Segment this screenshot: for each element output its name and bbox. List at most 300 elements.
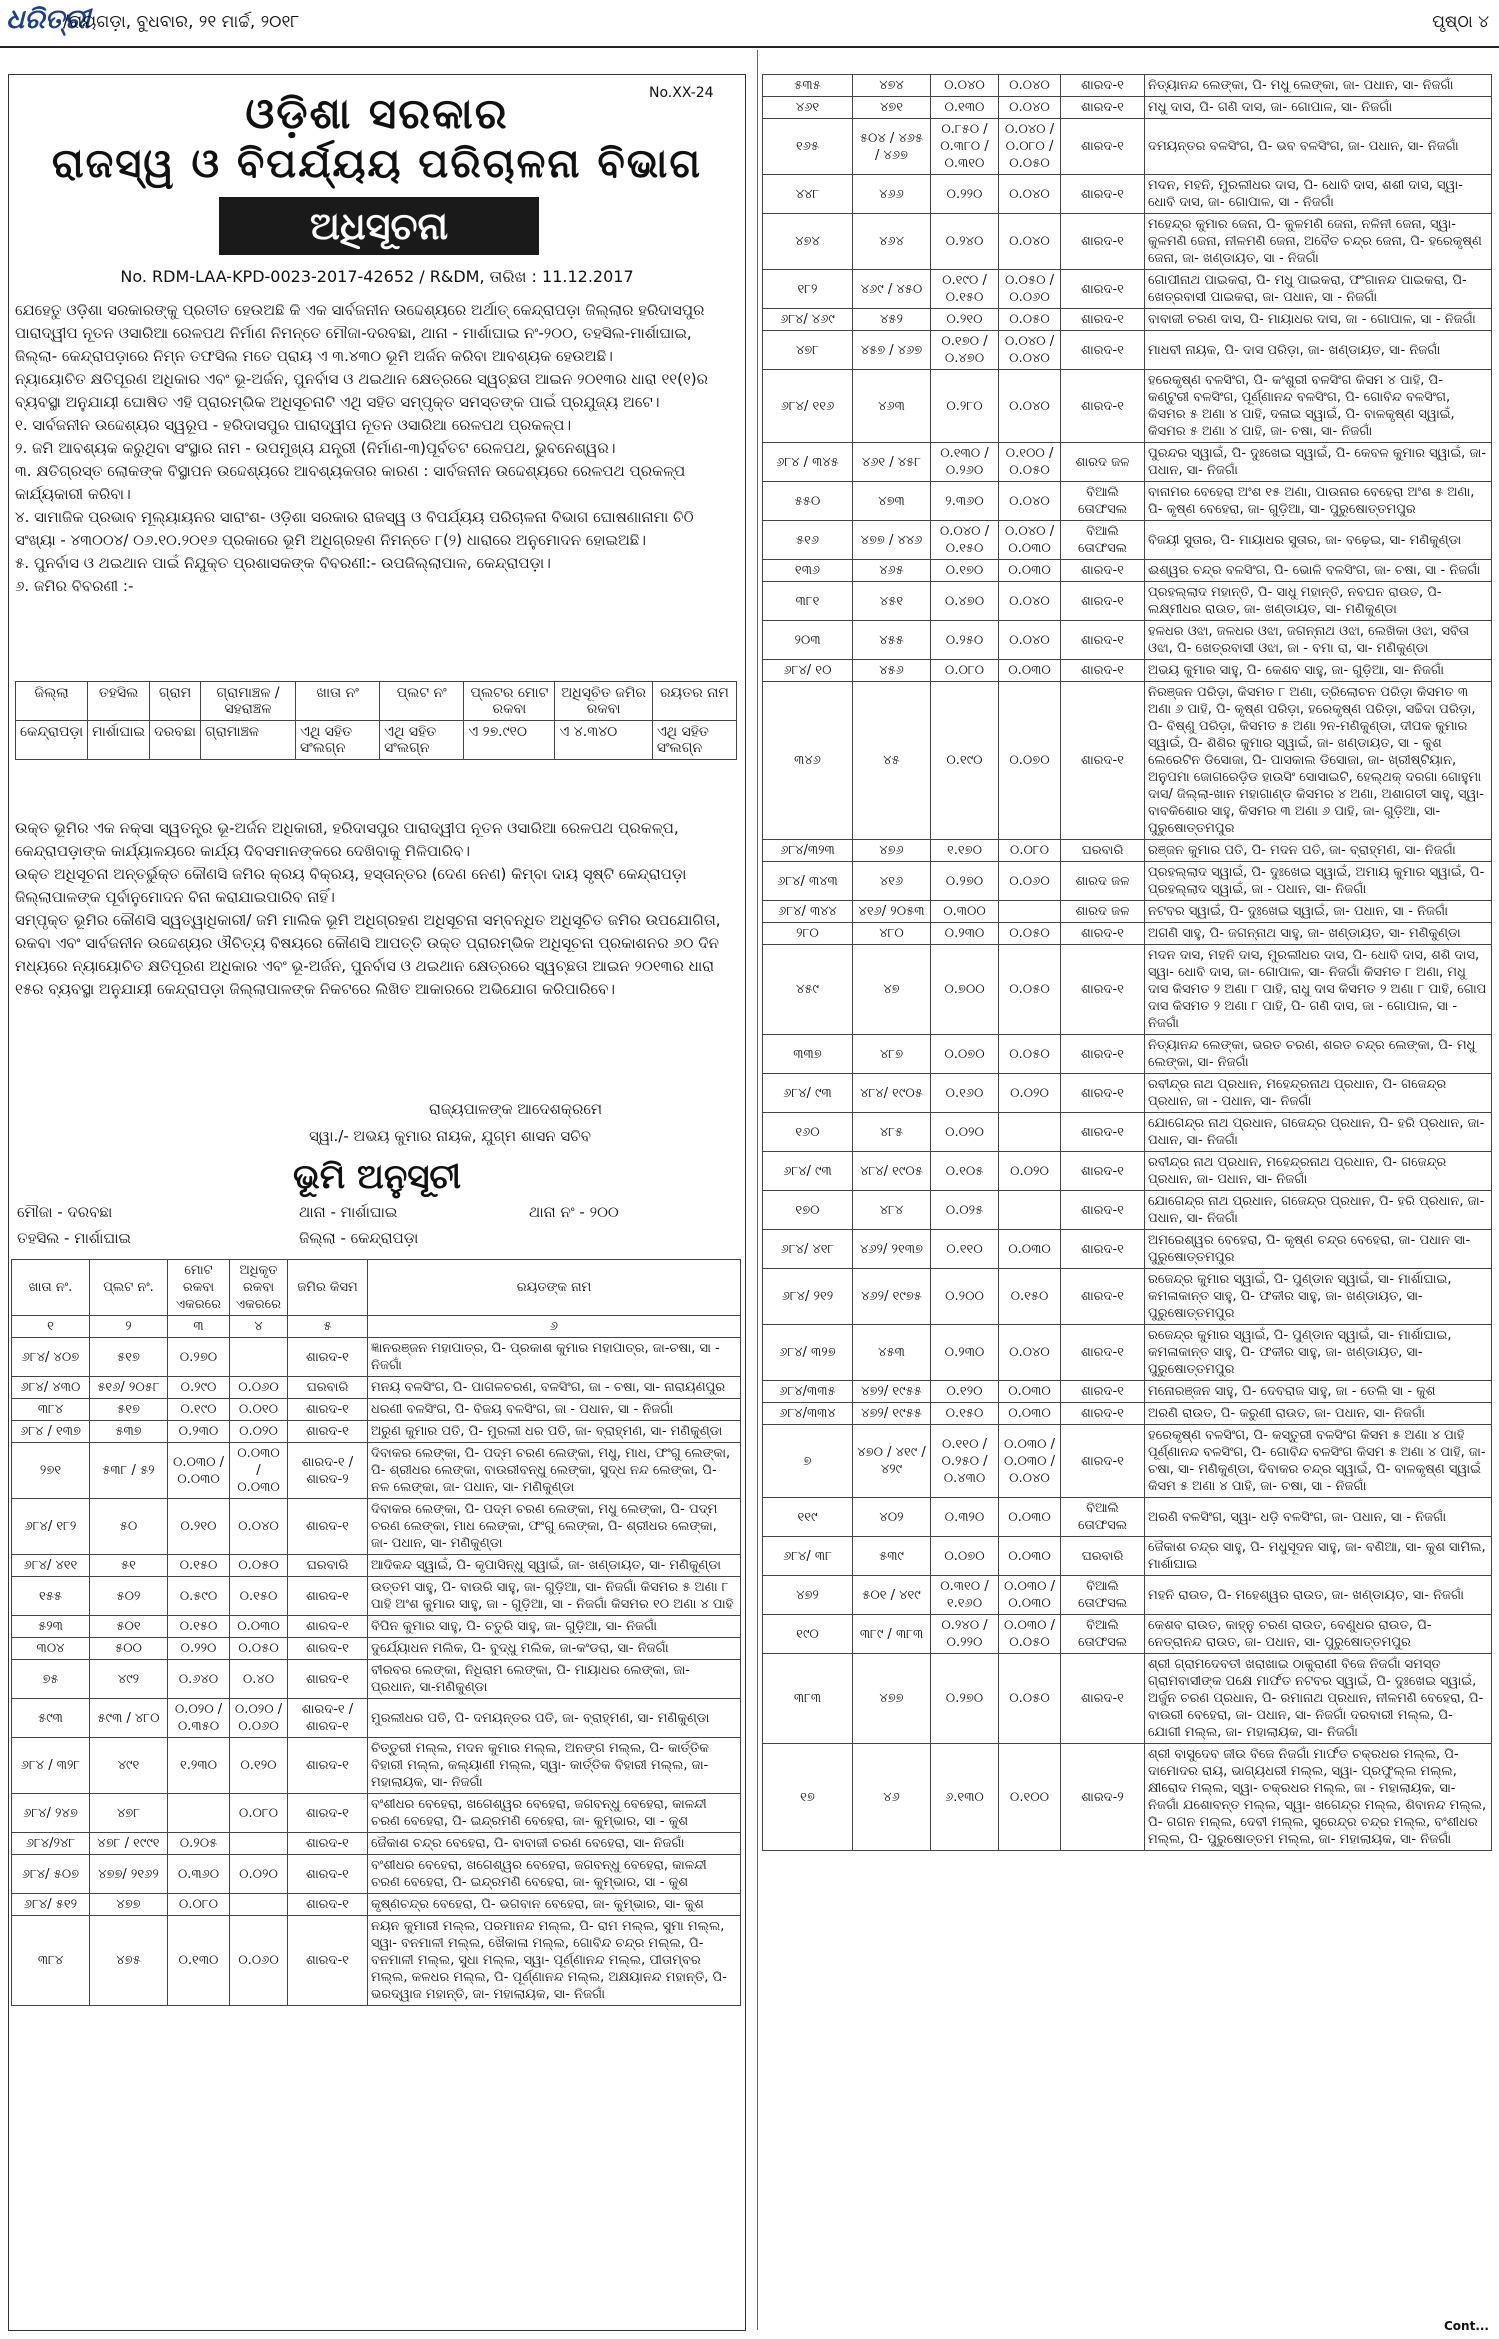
land-cell: ଏ ୨୭.୯୧୦ (464, 721, 555, 760)
land-cell: କେନ୍ଦ୍ରାପଡ଼ା (16, 721, 88, 760)
acquired-area-cell: ୦.୦୪୦ (999, 482, 1061, 521)
total-area-cell: ୦.୧୨୦ (931, 1381, 999, 1403)
schedule-left-row (12, 1738, 741, 1794)
acquired-area-cell: ୦.୦୪୦ / ୦.୦୩୦ (999, 521, 1061, 560)
schedule-left-row (12, 1499, 741, 1555)
colnum: ୨ (90, 1316, 168, 1338)
schedule-right-row (763, 901, 1492, 923)
land-type-cell: ଶାରଦ-୧ (1061, 175, 1145, 214)
total-area-cell: ୦.୧୩୦ (168, 1916, 230, 2006)
schedule-left-row (12, 1699, 741, 1738)
plot-cell: ୪୭୧ (853, 97, 931, 119)
total-area-cell: ୦.୬୪୦ (168, 1660, 230, 1699)
plot-cell: ୪୭୮ (90, 1794, 168, 1833)
schedule-right-row (763, 1537, 1492, 1576)
item-4: ୪. ସାମାଜିକ ପ୍ରଭାବ ମୂଲ୍ୟାୟନର ସାରାଂଶ- ଓଡ଼ିଶା ସରକାର ରାଜସ୍ୱ ଓ ବିପର୍ଯ୍ୟୟ ପରିଚାଳନା ବିଭାଗ ଘୋଷଣାନାମା ଚିଠି ସଂଖ୍ୟା - ୪୩୦୦୪/ ୦୬.୧୦.୨୦୧୬ ପ୍ରକାରେ ଭୂମି ଅଧିଗ୍ରହଣ ନିମନ୍ତେ ୮(୨) ଧାରାରେ ଅନୁମୋଦନ ହୋଇଅଛି। (15, 508, 694, 549)
plot-cell: ୫୩୯ (853, 1537, 931, 1576)
owner-cell: ଯୋଗେନ୍ଦ୍ର ନାଥ ପ୍ରଧାନ, ଗଜେନ୍ଦ୍ର ପ୍ରଧାନ, ପି- ହରି ପ୍ରଧାନ, ଜା- ପଧାନ, ସା- ନିଜଗାଁ (1145, 1191, 1492, 1230)
acquired-area-cell: ୦.୦୫୦ (230, 1555, 288, 1577)
land-header-cell: ଗ୍ରାମାଞ୍ଚଳ / ସହରାଞ୍ଚଳ (200, 682, 295, 721)
acquired-area-cell: ୦.୦୨୦ (999, 1074, 1061, 1113)
owner-cell: ମହନି ରାଉତ, ପି- ମହେଶ୍ୱର ରାଉତ, ଜା- ଖଣ୍ଡାୟତ, ସା- ନିଜଗାଁ (1145, 1576, 1492, 1615)
schedule-right-row (763, 1325, 1492, 1381)
acquired-area-cell: ୦.୦୭୦ (999, 682, 1061, 840)
khata-cell: ୬୮୪/ ୩୪୩ (763, 862, 853, 901)
owner-cell: ବିଜୟୀ ସୁତାର, ପି- ମାୟାଧର ସୁତାର, ଜା- ବଢ଼େଇ, ସା- ମଣିକୁଣ୍ଡା (1145, 521, 1492, 560)
khata-cell: ୩୮୧ (763, 582, 853, 621)
land-cell: ମାର୍ଶାଘାଇ (88, 721, 150, 760)
khata-cell: ୨୦୩ (763, 621, 853, 660)
item-2: ୨. ଜମି ଆବଶ୍ୟକ କରୁଥିବା ସଂସ୍ଥାର ନାମ - ଉପମୁଖ୍ୟ ଯନ୍ତ୍ରୀ (ନିର୍ମାଣ-୩)ପୂର୍ବତଟ ରେଳପଥ, ଭୁବନେଶ୍ୱର। (15, 439, 616, 457)
owner-cell: ଅରଣି ବଳସିଂଗ, ସ୍ୱା- ଧଡ଼ି ବଳସିଂଗ, ଜା- ପଧାନ, ସା - ନିଜଗାଁ (1145, 1498, 1492, 1537)
total-area-cell: ୦.୨୨୦ (931, 175, 999, 214)
acquired-area-cell (999, 1113, 1061, 1152)
khata-cell: ୩୮୩ (763, 1654, 853, 1744)
schedule-right-row (763, 97, 1492, 119)
page-number: ପୃଷ୍ଠା ୪ (1432, 12, 1489, 32)
plot-cell: ୫୧ (90, 1555, 168, 1577)
plot-cell: ୪୬୩ (853, 370, 931, 443)
acquired-area-cell: ୦.୦୮୦ (230, 1794, 288, 1833)
khata-cell: ୬୮୪ / ୩୨୮ (12, 1738, 90, 1794)
khata-cell: ୩୪୬ (763, 682, 853, 840)
acquired-area-cell: ୦.୧୫୦ (230, 1577, 288, 1616)
acquired-area-cell: ୦.୦୩୦ / ୦.୦୩୦ / ୦.୦୪୦ (999, 1425, 1061, 1498)
land-type-cell: ଶାରଦ-୧ (288, 1577, 368, 1616)
khata-cell: ୪୭୪ (763, 214, 853, 270)
schedule-right-row (763, 214, 1492, 270)
khata-cell: ୬୮୪/୨୪୮ (12, 1833, 90, 1855)
khata-cell: ୪୫୯ (763, 945, 853, 1035)
plot-cell: ୪୬୪ (853, 214, 931, 270)
schedule-left-row (12, 1638, 741, 1660)
owner-cell: ଦିବାକର ଲେଙ୍କା, ପି- ପଦ୍ମ ଚରଣ ଲେଙ୍କା, ମଧୁ ଲେଙ୍କା, ପି- ପଦ୍ମ ଚରଣ ଲେଙ୍କା, ମାଧ ଲେଙ୍କା, ଫଂଗୁ ଲେଙ୍କା, ପି- ଶ୍ରୀଧର ଲେଙ୍କା, ଜା- ପଧାନ, ସା- ମଣିକୁଣ୍ଡା (368, 1499, 741, 1555)
total-area-cell: ୦.୧୦୫ (931, 1152, 999, 1191)
total-area-cell: ୦.୧୯୦ (168, 1399, 230, 1421)
khata-cell: ୧୯୦ (763, 1615, 853, 1654)
land-type-cell: ଶାରଦ-୧ (1061, 1230, 1145, 1269)
total-area-cell: ୦.୫୯୦ (168, 1577, 230, 1616)
acquired-area-cell: ୦.୦୨୦ (230, 1855, 288, 1894)
department-title: ରାଜସ୍ୱ ଓ ବିପର୍ଯ୍ୟୟ ପରିଚାଳନା ବିଭାଗ (51, 141, 703, 187)
acquired-area-cell: ୦.୦୪୦ (999, 75, 1061, 97)
acquired-area-cell: ୦.୦୩୦ (999, 1498, 1061, 1537)
land-type-cell: ଘରବାରି (1061, 840, 1145, 862)
government-title: ଓଡ଼ିଶା ସରକାର (245, 89, 509, 138)
khata-cell: ୧୭୦ (763, 1191, 853, 1230)
plot-cell: ୪୭୭ (90, 1894, 168, 1916)
plot-cell: ୪୯୧ (90, 1738, 168, 1794)
owner-cell: ନୟନ କୁମାରୀ ମଲ୍ଲ, ପରମାନନ୍ଦ ମଲ୍ଲ, ପି- ରାମ ମଲ୍ଲ, ସୁମା ମଲ୍ଲ, ସ୍ୱା- ବନମାଳୀ ମଲ୍ଲ, ଖୈକାଳା ମଲ୍ଲ, ଗୋବିନ୍ଦ ଚନ୍ଦ୍ର ମଲ୍ଲ, ପି- ବନମାଳୀ ମଲ୍ଲ, ସୁଧା ମଲ୍ଲ, ସ୍ୱା- ପୂର୍ଣ୍ଣାନନ୍ଦ ମଲ୍ଲ, ପୀତାମ୍ବର ମଲ୍ଲ, କଳଧର ମଲ୍ଲ, ପି- ପୂର୍ଣ୍ଣାନନ୍ଦ ମଲ୍ଲ, ଅକ୍ଷୟାନନ୍ଦ ମହାନ୍ତି, ପି- ଭରଦ୍ୱାଜ ମହାନ୍ତି, ଜା- ମହାଲାୟକ, ସା- ନିଜଗାଁ (368, 1916, 741, 2006)
act-paragraph: ନ୍ୟାୟୋଚିତ କ୍ଷତିପୂରଣ ଅଧିକାର ଏବଂ ଭୂ-ଅର୍ଜନ, ପୁନର୍ବାସ ଓ ଥଇଥାନ କ୍ଷେତ୍ରରେ ସ୍ୱଚ୍ଛତା ଆଇନ ୨୦୧୩ର ଧାରା ୧୧(୧)ର ବ୍ୟବସ୍ଥା ଅନୁଯାୟୀ ଘୋଷିତ ଏହି ପ୍ରାରମ୍ଭିକ ଅଧିସୂଚନାଟି ଏଥି ସହିତ ସମ୍ପୃକ୍ତ ସମସ୍ତଙ୍କ ପାଇଁ ପ୍ରଯୁଜ୍ୟ ଅଟେ। (15, 370, 708, 411)
acquired-area-cell (999, 1191, 1061, 1230)
khata-cell: ୬୮୪ / ୧୩୭ (12, 1421, 90, 1443)
plot-cell: ୪୭୬ (853, 840, 931, 862)
land-type-cell: ଶାରଦ-୧ (288, 1894, 368, 1916)
total-area-cell: ୦.୨୨୦ (168, 1638, 230, 1660)
total-area-cell: ୦.୧୯୦ / ୦.୧୫୦ (931, 270, 999, 309)
dateline: /ରାୟଗଡ଼ା, ବୁଧବାର, ୨୧ ମାର୍ଚ୍ଚ, ୨୦୧୮ (63, 12, 300, 32)
total-area-cell: ୦.୦୨୦ (931, 1113, 999, 1152)
khata-cell: ୩୮୪ (12, 1399, 90, 1421)
total-area-cell: ୦.୧୭୦ (931, 560, 999, 582)
schedule-right-row (763, 582, 1492, 621)
total-area-cell: ୦.୨୪୦ (931, 214, 999, 270)
schedule-right-row (763, 482, 1492, 521)
schedule-right-row (763, 175, 1492, 214)
plot-cell: ୫୦ (90, 1499, 168, 1555)
total-area-cell: ୦.୦୨୫ (931, 1191, 999, 1230)
land-type-cell: ଶାରଦ-୧ (288, 1616, 368, 1638)
khata-cell: ୫୩୫ (763, 75, 853, 97)
land-type-cell: ଶାରଦ-୧ (1061, 660, 1145, 682)
acquired-area-cell: ୦.୦୪୦ (999, 97, 1061, 119)
total-area-cell (168, 1794, 230, 1833)
schedule-left-row (12, 1794, 741, 1833)
land-type-cell: ଶାରଦ-୧ (288, 1916, 368, 2006)
land-type-cell: ଶାରଦ ଜଳ (1061, 862, 1145, 901)
total-area-cell: ୦.୦୮୦ (168, 1894, 230, 1916)
acquired-area-cell: ୦.୦୪୦ / ୦.୦୪୦ (999, 331, 1061, 370)
plot-cell: ୪୭୦ / ୪୧୯ / ୪୨୯ (853, 1425, 931, 1498)
plot-cell: ୪୬୨/ ୧୯୭୫ (853, 1269, 931, 1325)
khata-cell: ୬୮୪/ ୧୦ (763, 660, 853, 682)
acquired-area-cell: ୦.୦୫୦ (999, 923, 1061, 945)
land-type-cell: ଶାରଦ-୧ (1061, 923, 1145, 945)
schedule-right-row (763, 119, 1492, 175)
land-type-cell: ଶାରଦ-୧ (1061, 1113, 1145, 1152)
district-label: ଜିଲ୍ଲା - କେନ୍ଦ୍ରାପଡ଼ା (299, 1229, 419, 1247)
plot-cell: ୫୦୧ (90, 1616, 168, 1638)
land-type-cell: ଶାରଦ-୧ (1061, 1425, 1145, 1498)
item-5: ୫. ପୁନର୍ବାସ ଓ ଥଇଥାନ ପାଇଁ ନିଯୁକ୍ତ ପ୍ରଶାସକଙ୍କ ବିବରଣୀ:- ଉପଜିଲ୍ଲାପାଳ, କେନ୍ଦ୍ରାପଡ଼ା। (15, 554, 551, 572)
khata-cell: ୩୩୭ (763, 1035, 853, 1074)
acquired-area-cell (999, 901, 1061, 923)
land-type-cell: ଶାରଦ ଜଳ (1061, 901, 1145, 923)
plot-cell: ୫୩୭ (90, 1421, 168, 1443)
plot-cell: ୫୦୦ (90, 1638, 168, 1660)
schedule-right-row (763, 840, 1492, 862)
land-type-cell: ଶାରଦ-୧ (1061, 1654, 1145, 1744)
owner-cell: ବଂଶୀଧର ବେହେରା, ଖଗେଶ୍ୱର ବେହେରା, ଜଗବନ୍ଧୁ ବେହେରା, କାଳନ୍ଦୀ ଚରଣ ବେହେରା, ପି- ଇନ୍ଦ୍ରମଣି ବେହେରା, ଜା- କୁମ୍ଭାର, ସା - କୁଶ (368, 1855, 741, 1894)
owner-cell: ରବୀନ୍ଦ୍ର ନାଥ ପ୍ରଧାନ, ମହେନ୍ଦ୍ରନାଥ ପ୍ରଧାନ, ପି- ଗଜେନ୍ଦ୍ର ପ୍ରଧାନ, ଜା - ପଧାନ, ସା- ନିଜଗାଁ (1145, 1074, 1492, 1113)
schedule-right-row (763, 560, 1492, 582)
schedule-right-row (763, 1615, 1492, 1654)
land-type-cell: ଶାରଦ-୧ (1061, 621, 1145, 660)
schedule-continued (762, 74, 1492, 1851)
acquired-area-cell: ୦.୦୩୦ (999, 1381, 1061, 1403)
total-area-cell: ୧.୧୭୦ (931, 840, 999, 862)
acquired-area-cell: ୦.୦୫୦ / ୦.୦୬୦ (999, 270, 1061, 309)
total-area-cell: ୦.୨୭୦ (931, 862, 999, 901)
owner-cell: ଆଦିକନ୍ଦ ସ୍ୱାଇଁ, ପି- କୃପାସିନ୍ଧୁ ସ୍ୱାଇଁ, ଜା- ଖଣ୍ଡାୟତ, ସା- ମଣିକୁଣ୍ଡା (368, 1555, 741, 1577)
plot-cell: ୪୬୫ (853, 560, 931, 582)
land-cell: ଏଥି ସହିତ ସଂଲଗ୍ନ (296, 721, 380, 760)
owner-cell: ମଧୁ ଦାସ, ପି- ଗଣି ଦାସ, ଜା- ଗୋପାଳ, ସା- ନିଜଗାଁ (1145, 97, 1492, 119)
total-area-cell: ୬.୧୩୦ (931, 1744, 999, 1851)
land-header-cell: ଜିଲ୍ଲା (16, 682, 88, 721)
land-type-cell: ବିଆଲି ତୋଫସଲ (1061, 1576, 1145, 1615)
total-area-cell: ୦.୨୪୦ / ୦.୨୨୦ (931, 1615, 999, 1654)
schedule-left-row (12, 1577, 741, 1616)
plot-cell: ୪୮୭ (853, 1035, 931, 1074)
acquired-area-cell: ୦.୦୪୦ (999, 214, 1061, 270)
land-type-cell: ଶାରଦ-୧ (1061, 1191, 1145, 1230)
map-paragraph: ଉକ୍ତ ଭୂମିର ଏକ ନକ୍ସା ସ୍ୱତନ୍ତ୍ର ଭୂ-ଅର୍ଜନ ଅଧିକାରୀ, ହରିଦାସପୁର ପାରାଦ୍ୱୀପ ନୂତନ ଓସାରିଆ ରେଳପଥ ପ୍ରକଳ୍ପ, କେନ୍ଦ୍ରାପଡ଼ାଙ୍କ କାର୍ଯ୍ୟାଳୟରେ କାର୍ଯ୍ୟ ଦିବସମାନଙ୍କରେ ଦେଖିବାକୁ ମିଳିପାରିବ। (15, 819, 679, 860)
owner-cell: ରଜେନ୍ଦ୍ର କୁମାର ସ୍ୱାଇଁ, ପି- ପୁଣ୍ଡାନ ସ୍ୱାଇଁ, ସା- ମାର୍ଶାଘାଇ, କମଳାକାନ୍ତ ସାହୁ, ପି- ଫକୀର ସାହୁ, ଜା- ଖଣ୍ଡାୟତ, ସା- ପୁରୁଷୋତ୍ତମପୁର (1145, 1269, 1492, 1325)
plot-cell: ୪୮୪/ ୧୯୦୫ (853, 1074, 931, 1113)
land-type-cell: ଶାରଦ-୧ (288, 1499, 368, 1555)
plot-cell: ୫୯୩ / ୪୮୦ (90, 1699, 168, 1738)
plot-cell: ୪୫୨ (853, 309, 931, 331)
plot-cell: ୪୬ (853, 1744, 931, 1851)
land-type-cell: ଶାରଦ-୧ (1061, 97, 1145, 119)
thana-number-label: ଥାନା ନଂ - ୨୦୦ (529, 1203, 619, 1221)
khata-cell: ୬୮୪/ ୨୧୨ (763, 1269, 853, 1325)
objection-paragraph: ସମ୍ପୃକ୍ତ ଭୂମିର କୌଣସି ସ୍ୱତ୍ୱାଧିକାରୀ/ ଜମି ମାଲିକ ଭୂମି ଅଧିଗ୍ରହଣ ଅଧିସୂଚନା ସମ୍ବନ୍ଧିତ ଅଧିସୂଚିତ ଜମିର ଉପଯୋଗିତା, ରକବା ଏବଂ ସାର୍ବଜନୀନ ଉଦ୍ଦେଶ୍ୟର ଔଚିତ୍ୟ ବିଷୟରେ କୌଣସି ଆପତ୍ତି ଉକ୍ତ ପ୍ରାରମ୍ଭିକ ଅଧିସୂଚନା ପ୍ରକାଶନର ୬୦ ଦିନ ମଧ୍ୟରେ ନ୍ୟାୟୋଚିତ କ୍ଷତିପୂରଣ ଅଧିକାର ଏବଂ ଭୂ-ଅର୍ଜନ, ପୁନର୍ବାସ ଓ ଥଇଥାନ କ୍ଷେତ୍ରରେ ସ୍ୱଚ୍ଛତା ଆଇନ ୨୦୧୩ର ଧାରା ୧୫ର ବ୍ୟବସ୍ଥା ଅନୁଯାୟୀ କେନ୍ଦ୍ରାପଡ଼ା ଜିଲ୍ଲାପାଳଙ୍କ ନିକଟରେ ଲିଖିତ ଆକାରରେ ଅଭିଯୋଗ କରିପାରିବେ। (15, 911, 721, 998)
acquired-area-cell: ୦.୦୫୦ (230, 1638, 288, 1660)
schedule-table-right (762, 74, 1492, 1851)
owner-cell: ପ୍ରହଲ୍ଲାଦ ମହାନ୍ତି, ପି- ସାଧୁ ମହାନ୍ତି, ନବଘନ ରାଉତ, ପି- ଲକ୍ଷ୍ମୀଧର ରାଉତ, ଜା- ଖଣ୍ଡାୟତ, ସା- ମଣିକୁଣ୍ଡା (1145, 582, 1492, 621)
column-divider (757, 50, 758, 2330)
owner-cell: ଅମରେଶ୍ୱର ବେହେରା, ପି- କୃଷ୍ଣ ଚନ୍ଦ୍ର ବେହେରା, ଜା- ପଧାନ ସା- ପୁରୁଷୋତ୍ତମପୁର (1145, 1230, 1492, 1269)
tahasil-label: ତହସିଲ - ମାର୍ଶାଘାଇ (17, 1229, 131, 1247)
acquired-area-cell: ୦.୦୪୦ (230, 1499, 288, 1555)
land-type-cell: ଶାରଦ-୧ (1061, 75, 1145, 97)
land-type-cell: ଶାରଦ-୧ (288, 1855, 368, 1894)
owner-cell: ହଳଧର ଓଝା, ଜଳଧର ଓଝା, ଜଗନ୍ନାଥ ଓଝା, ଲେଖିକା ଓଝା, ସବିତା ଓଝା, ପି- ଖେତ୍ରବାସୀ ଓଝା, ଜା - ବମା ରା, ସା- ମଣିକୁଣ୍ଡା (1145, 621, 1492, 660)
land-type-cell: ବିଆଲି ତୋଫସଲ (1061, 482, 1145, 521)
schedule-right-row (763, 945, 1492, 1035)
land-type-cell: ଶାରଦ-୧ (1061, 270, 1145, 309)
land-type-cell: ଶାରଦ-୧ (288, 1660, 368, 1699)
khata-cell: ୬୮୪/୩୩୪ (763, 1403, 853, 1425)
acquired-area-cell: ୦.୦୪୦ (999, 582, 1061, 621)
owner-cell: ଗୋପୀନାଥ ପାଇକରା, ପି- ମଧୁ ପାଇକରା, ଫଂଗାନନ୍ଦ ପାଇକରା, ପି- ଖେତ୍ରବାସୀ ପାଇକରା, ଜା- ପଧାନ, ସା - ନିଜଗାଁ (1145, 270, 1492, 309)
khata-cell: ୧୬୫ (763, 119, 853, 175)
schedule-left-row (12, 1894, 741, 1916)
acquired-area-cell: ୦.୧୦୦ (999, 1744, 1061, 1851)
land-type-cell: ଶାରଦ-୧ (1061, 370, 1145, 443)
owner-cell: ମାଧବୀ ନାୟକ, ପି- ଦାସ ପରିଡ଼ା, ଜା- ଖଣ୍ଡାୟତ, ସା- ନିଜଗାଁ (1145, 331, 1492, 370)
total-area-cell: ୨.୩୬୦ (931, 482, 999, 521)
owner-cell: କେଶବ ରାଉତ, କାହ୍ନୁ ଚରଣ ରାଉତ, ବେଣୁଧର ରାଉତ, ପି- ନେତ୍ରାନନ୍ଦ ରାଉତ, ଜା- ପଧାନ, ସା- ପୁରୁଷୋତ୍ତମପୁର (1145, 1615, 1492, 1654)
land-type-cell: ଶାରଦ-୧ (1061, 309, 1145, 331)
khata-cell: ୪୭୨ (763, 1576, 853, 1615)
owner-cell: ବଂଶୀଧର ବେହେରା, ଖଗେଶ୍ୱର ବେହେରା, ଜଗବନ୍ଧୁ ବେହେରା, କାଳନ୍ଦୀ ଚରଣ ବେହେରା, ପି- ଇନ୍ଦ୍ରମଣି ବେହେରା, ଜା- କୁମ୍ଭାର, ସା - କୁଶ (368, 1794, 741, 1833)
total-area-cell: ୦.୦୭୦ (931, 1537, 999, 1576)
schedule-left-row (12, 1338, 741, 1377)
header-khata: ଖାତା ନଂ. (12, 1260, 90, 1316)
total-area-cell: ୦.୧୩୦ / ୦.୨୬୦ (931, 443, 999, 482)
schedule-left-row (12, 1916, 741, 2006)
schedule-right-row (763, 1269, 1492, 1325)
khata-cell: ୬୮୪/ ୪୦୭ (12, 1338, 90, 1377)
owner-cell: ଜୈକାଶ ଚନ୍ଦ୍ର ସାହୁ, ପି- ମଧୁସୂଦନ ସାହୁ, ଜା- ବଣିଆ, ସା- କୁଶ ସାମିଲ, ମାର୍ଶାଘାଇ (1145, 1537, 1492, 1576)
schedule-right-row (763, 331, 1492, 370)
khata-cell: ୧୭ (763, 1744, 853, 1851)
land-cell: ଏଥି ସହିତ ସଂଲଗ୍ନ (652, 721, 736, 760)
plot-cell: ୪୮୦ (853, 923, 931, 945)
plot-cell: ୫୦୪ / ୪୬୫ / ୪୬୭ (853, 119, 931, 175)
land-type-cell: ଶାରଦ ଜଳ (1061, 443, 1145, 482)
schedule-right-row (763, 1230, 1492, 1269)
schedule-right-row (763, 1381, 1492, 1403)
newspaper-header (0, 0, 1499, 48)
plot-cell: ୪୫୩ (853, 1325, 931, 1381)
khata-cell: ୭୫ (12, 1660, 90, 1699)
land-type-cell: ଶାରଦ-୧ (1061, 582, 1145, 621)
notice-body (15, 299, 737, 598)
schedule-left-row (12, 1399, 741, 1421)
transfer-paragraph: ଉକ୍ତ ଅଧିସୂଚନା ଅନ୍ତର୍ଭୁକ୍ତ କୌଣସି ଜମିର କ୍ରୟ ବିକ୍ରୟ, ହସ୍ତାନ୍ତର (ଦେଣ ନେଣ) କିମ୍ବା ଦାୟ ସୃଷ୍ଟି କେନ୍ଦ୍ରାପଡ଼ା ଜିଲ୍ଲାପାଳଙ୍କ ପୂର୍ବାନୁମୋଦନ ବିନା କରାଯାଇପାରିବ ନାହିଁ। (15, 865, 687, 906)
khata-cell: ୬୮୪/ ୪୧୧ (12, 1555, 90, 1577)
khata-cell: ୧୧୯ (763, 1498, 853, 1537)
plot-cell: ୪୬୬ (853, 175, 931, 214)
mouza-label: ମୌଜା - ଦରବଛା (17, 1203, 113, 1221)
total-area-cell: ୦.୨୧୦ (168, 1499, 230, 1555)
owner-cell: ଜୈକାଶ ଚନ୍ଦ୍ର ବେହେରା, ପି- ବାବାଜୀ ଚରଣ ବେହେରା, ସା- ନିଜଗାଁ (368, 1833, 741, 1855)
khata-cell: ୬୮୪/ ୨୪୭ (12, 1794, 90, 1833)
total-area-cell: ୦.୨୫୦ (931, 621, 999, 660)
khata-cell: ୫୨୩ (12, 1616, 90, 1638)
plot-cell: ୪୮୫ (853, 1113, 931, 1152)
total-area-cell: ୦.୧୫୦ (931, 1403, 999, 1425)
khata-cell: ୬୮୪ / ୩୪୫ (763, 443, 853, 482)
acquired-area-cell: ୦.୦୪୦ (999, 1325, 1061, 1381)
land-header-cell: ପ୍ଲଟ ନଂ (380, 682, 464, 721)
land-type-cell: ଶାରଦ-୧ (288, 1738, 368, 1794)
land-type-cell: ଶାରଦ-୧ (288, 1833, 368, 1855)
acquired-area-cell: ୦.୦୫୦ (999, 1035, 1061, 1074)
acquired-area-cell: ୦.୦୨୦ (999, 1152, 1061, 1191)
land-header-cell: ପ୍ଲଟର ମୋଟ ରକବା (464, 682, 555, 721)
newspaper-logo: ଧରିତ୍ରୀ (6, 4, 91, 35)
owner-cell: ଯୋଗେନ୍ଦ୍ର ନାଥ ପ୍ରଧାନ, ଗଜେନ୍ଦ୍ର ପ୍ରଧାନ, ପି- ହରି ପ୍ରଧାନ, ଜା- ପଧାନ, ସା- ନିଜଗାଁ (1145, 1113, 1492, 1152)
plot-cell: ୪୫ (853, 682, 931, 840)
khata-cell: ୬୮୪/ ୧୧୬ (763, 370, 853, 443)
total-area-cell: ୦.୦୪୦ (931, 75, 999, 97)
land-details-table (15, 681, 737, 760)
acquired-area-cell: ୦.୦୩୦ (999, 1230, 1061, 1269)
khata-cell: ୬୮୪/ ୪୩୦ (12, 1377, 90, 1399)
schedule-right-row (763, 521, 1492, 560)
acquired-area-cell: ୦.୦୬୦ (230, 1377, 288, 1399)
owner-cell: ମଦନ, ମହନି, ମୁରଲୀଧର ଦାସ, ପି- ଧୋବି ଦାସ, ଶଶୀ ଦାସ, ସ୍ୱା- ଧୋବି ଦାସ, ଜା- ଗୋପାଳ, ସା - ନିଜଗାଁ (1145, 175, 1492, 214)
total-area-cell: ୦.୨୭୦ (168, 1338, 230, 1377)
total-area-cell: ୦.୧୬୦ (931, 1074, 999, 1113)
khata-cell: ୫୫୦ (763, 482, 853, 521)
signatory: ସ୍ୱା./- ଅଭୟ କୁମାର ନାୟକ, ଯୁଗ୍ମ ଶାସନ ସଚିବ (309, 1127, 591, 1145)
plot-cell: ୫୧୭ (90, 1399, 168, 1421)
land-type-cell: ଶାରଦ-୧ (1061, 119, 1145, 175)
land-type-cell: ଶାରଦ-୧ (1061, 1074, 1145, 1113)
total-area-cell: ୦.୧୩୦ (931, 97, 999, 119)
owner-cell: କୃଷ୍ଣଚନ୍ଦ୍ର ବେହେରା, ପି- ଭଗବାନ ବେହେରା, ଜା- କୁମ୍ଭାର, ସା- କୁଶ (368, 1894, 741, 1916)
khata-cell: ୬୮୪/ ୫୦୭ (12, 1855, 90, 1894)
acquired-area-cell: ୦.୦୬୦ (230, 1916, 288, 2006)
acquired-area-cell: ୦.୦୪୦ (999, 621, 1061, 660)
plot-cell: ୪୭୭ (853, 1654, 931, 1744)
schedule-left-row (12, 1443, 741, 1499)
colnum: ୧ (12, 1316, 90, 1338)
plot-cell: ୪୭ (853, 945, 931, 1035)
khata-cell: ୫୯୩ (12, 1699, 90, 1738)
acquired-area-cell: ୦.୦୩୦ (230, 1616, 288, 1638)
owner-cell: ଦମୟନ୍ତର ବଳସିଂଗ, ପି- ଭବ ବଳସିଂଗ, ଜା- ପଧାନ, ସା- ନିଜଗାଁ (1145, 119, 1492, 175)
acquired-area-cell: ୦.୦୩୦ / ୦.୦୩୦ (230, 1443, 288, 1499)
schedule-left-row (12, 1833, 741, 1855)
plot-cell: ୪୬୧ / ୪୫୮ (853, 443, 931, 482)
khata-cell: ୬୮୪/ ୯୩ (763, 1074, 853, 1113)
khata-cell: ୫୧୬ (763, 521, 853, 560)
plot-cell: ୪୮୪/ ୧୯୦୫ (853, 1152, 931, 1191)
plot-cell: ୪୭୪ (853, 75, 931, 97)
acquired-area-cell: ୦.୦୮୦ (999, 840, 1061, 862)
owner-cell: ନଟବର ସ୍ୱାଇଁ, ପି- ଦୁଃଖେଇ ସ୍ୱାଇଁ, ଜା- ପଧାନ, ସା - ନିଜଗାଁ (1145, 901, 1492, 923)
acquired-area-cell: ୦.୧୨୦ (230, 1738, 288, 1794)
land-type-cell: ଶାରଦ-୧ (1061, 1152, 1145, 1191)
schedule-right-row (763, 1498, 1492, 1537)
acquired-area-cell: ୦.୦୫୦ (999, 309, 1061, 331)
owner-cell: ଚିତ୍ତୁରୀ ମଲ୍ଲ, ମଦନ କୁମାର ମଲ୍ଲ, ଅନଙ୍ଗ ମଲ୍ଲ, ପି- କାର୍ତ୍ତିକ ବିହାରୀ ମଲ୍ଲ, କଲ୍ୟାଣୀ ମଲ୍ଲ, ସ୍ୱା- କାର୍ତ୍ତିକ ବିହାରୀ ମଲ୍ଲ, ଜା- ମହାଲାୟକ, ସା- ନିଜଗାଁ (368, 1738, 741, 1794)
total-area-cell: ୦.୧୫୦ (168, 1555, 230, 1577)
acquired-area-cell: ୦.୦୪୦ / ୦.୦୮୦ / ୦.୦୫୦ (999, 119, 1061, 175)
land-type-cell: ଶାରଦ-୧ (1061, 331, 1145, 370)
owner-cell: ରଜେନ୍ଦ୍ର କୁମାର ସ୍ୱାଇଁ, ପି- ପୁଣ୍ଡାନ ସ୍ୱାଇଁ, ସା- ମାର୍ଶାଘାଇ, କମଳାକାନ୍ତ ସାହୁ, ପି- ଫକୀର ସାହୁ, ଜା- ଖଣ୍ଡାୟତ, ସା- ପୁରୁଷୋତ୍ତମପୁର (1145, 1325, 1492, 1381)
land-type-cell: ଘରବାରି (1061, 1537, 1145, 1576)
schedule-colnum-row (12, 1316, 741, 1338)
owner-cell: ମୁରଲୀଧର ପତି, ପି- ଦମୟନ୍ତର ପତି, ଜା- ବ୍ରାହ୍ମଣ, ସା- ମଣିକୁଣ୍ଡା (368, 1699, 741, 1738)
khata-cell: ୨୭୧ (12, 1443, 90, 1499)
schedule-right-row (763, 621, 1492, 660)
schedule-title: ଭୂମି ଅନୁସୂଚୀ (292, 1157, 462, 1197)
schedule-right-row (763, 1191, 1492, 1230)
acquired-area-cell: ୦.୦୬୦ (999, 862, 1061, 901)
owner-cell: ନିତ୍ୟାନନ୍ଦ ଲେଙ୍କା, ଭରତ ଚରଣ, ଶରତ ଚନ୍ଦ୍ର ଲେଙ୍କା, ପି- ମଧୁ ଲେଙ୍କା, ସା- ନିଜଗାଁ (1145, 1035, 1492, 1074)
land-type-cell: ଶାରଦ-୧ (1061, 560, 1145, 582)
khata-cell: ୬୮୪/ ୧୮୨ (12, 1499, 90, 1555)
khata-cell: ୪୭୮ (763, 331, 853, 370)
land-type-cell: ଶାରଦ-୧ (1061, 945, 1145, 1035)
header-plot: ପ୍ଲଟ ନଂ. (90, 1260, 168, 1316)
plot-cell: ୪୭୭/ ୨୧୬୨ (90, 1855, 168, 1894)
land-header-cell: ଗ୍ରାମ (150, 682, 201, 721)
owner-cell: ଉତ୍ତମ ସାହୁ, ପି- ବାଉରି ସାହୁ, ଜା- ଗୁଡ଼ିଆ, ସା- ନିଜଗାଁ କିସମର ୫ ଅଣା ୮ ପାହି ଅଂଶ କୁମାର ସାହୁ, ଜା - ଗୁଡ଼ିଆ, ସା - ନିଜଗାଁ କିସମର ୧୦ ଅଣା ୪ ପାହି (368, 1577, 741, 1616)
land-type-cell: ଶାରଦ-୧ (1061, 214, 1145, 270)
total-area-cell: ୦.୧୧୦ (931, 1230, 999, 1269)
acquired-area-cell (230, 1894, 288, 1916)
total-area-cell: ୦.୦୪୦ / ୦.୧୫୦ (931, 521, 999, 560)
plot-cell: ୪୭୫ (90, 1916, 168, 2006)
land-type-cell: ଶାରଦ-୧ (288, 1638, 368, 1660)
schedule-right-row (763, 443, 1492, 482)
schedule-header-row (12, 1260, 741, 1316)
land-type-cell: ଶାରଦ-୧ (1061, 1381, 1145, 1403)
total-area-cell: ୦.୧୧୦ / ୦.୨୫୦ / ୦.୪୩୦ (931, 1425, 999, 1498)
owner-cell: ମନୋରଞ୍ଜନ ସାହୁ, ପି- ଦେବରାଜ ସାହୁ, ଜା - ତେଲି ସା - କୁଶ (1145, 1381, 1492, 1403)
total-area-cell: ୦.୭୦୦ (931, 945, 999, 1035)
total-area-cell: ୦.୮୫୦ / ୦.୩୮୦ / ୦.୩୧୦ (931, 119, 999, 175)
total-area-cell: ୦.୩୧୦ / ୧.୧୬୦ (931, 1576, 999, 1615)
plot-cell: ୫୧୬/ ୨୦୫୮ (90, 1377, 168, 1399)
notification-box (8, 74, 746, 2331)
land-type-cell: ଶାରଦ-୧ / ଶାରଦ-୨ (288, 1443, 368, 1499)
acquired-area-cell: ୦.୦୨୦ / ୦.୦୬୦ (230, 1699, 288, 1738)
khata-cell: ୬୮୪/ ୪୬୯ (763, 309, 853, 331)
land-type-cell: ବିଆଲି ତୋଫସଲ (1061, 1615, 1145, 1654)
owner-cell: ରଞ୍ଜନ କୁମାର ପତି, ପି- ମଦନ ପତି, ଜା- ବ୍ରାହ୍ମଣ, ସା- ନିଜଗାଁ (1145, 840, 1492, 862)
